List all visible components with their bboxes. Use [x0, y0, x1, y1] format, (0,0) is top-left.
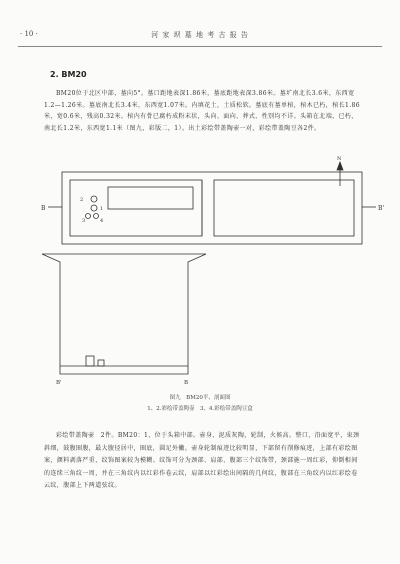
- plan-item-label-4: 4: [100, 218, 104, 224]
- figure-caption-items: 1、2.彩绘带盖陶壶 3、4.彩绘带盖陶豆盒: [147, 406, 253, 412]
- coffin-inner: [108, 187, 193, 209]
- bowl-4: [94, 214, 99, 219]
- section-bowl: [98, 360, 104, 366]
- section-view: [42, 254, 206, 374]
- running-title: 河 家 坝 墓 地 考 古 报 告: [151, 31, 249, 39]
- plan-item-label-2: 2: [80, 197, 84, 203]
- section-label-right: B: [184, 380, 189, 386]
- coffin-outline: [70, 180, 202, 236]
- body-paragraph-2: 彩绘带盖陶壶 2件。BM20：1，位于头箱中部。壶身，泥质灰陶，轮制，火候高。整口，沿面宽平，束颈斜细，鼓腹圈腹，最大腹径居中，圈底，圆足外撇。壶身轮制痕迹比较明显，下部留有削修痕迹，上部有彩绘图案，颜料剥落严重，纹饰图案较为模糊。纹饰可分为颈部、肩部、腹部三个纹饰带，颈部施一周红彩，仰倒相间的连续三角纹一周，并在三角纹内以红彩作卷云纹，肩部以红彩绘出间隔的几何纹，腹部在三角纹内以红彩绘卷云纹，腹部上下两道弦纹。: [44, 432, 360, 489]
- body-paragraph-1: BM20位于北区中部，墓向5°。墓口距地表深1.86米，墓底距地表深3.86米。墓圹南北长3.6米，东西宽1.2—1.26米。墓底南北长3.4米，东西宽1.07米。内填花土，土质松软。墓底有墓单棺，棺木已朽，棺长1.86米，宽0.6米，残高0.32米。棺内有骨已腐朽成粉末状，头向、面向、葬式、性别均不详。头箱在北端，已朽，南北长1.2米，东西宽1.1米（图九，彩版二，1）。出土彩绘带盖陶壶一对，彩绘带盖陶豆各2件。: [44, 90, 360, 132]
- section-title: 2. BM20: [50, 70, 87, 79]
- north-label: N: [337, 156, 342, 162]
- north-arrow-head: [337, 162, 343, 170]
- section-pit-outline: [42, 254, 206, 374]
- figure-caption-title: 图九 BM20平、剖面图: [169, 395, 231, 401]
- head-box: [214, 180, 354, 236]
- page-number: · 10 ·: [20, 30, 38, 38]
- plan-item-label-3: 3: [82, 218, 86, 224]
- plan-view: [48, 162, 376, 244]
- plan-label-left: B: [41, 205, 46, 212]
- plan-item-label-1: 1: [100, 206, 104, 212]
- pot-1: [91, 196, 97, 202]
- section-pot: [86, 356, 94, 366]
- pot-2: [91, 205, 97, 211]
- tomb-pit-outline: [62, 172, 362, 244]
- plan-label-right: B': [378, 205, 385, 212]
- bowl-3: [86, 214, 91, 219]
- section-label-left: B': [56, 380, 62, 386]
